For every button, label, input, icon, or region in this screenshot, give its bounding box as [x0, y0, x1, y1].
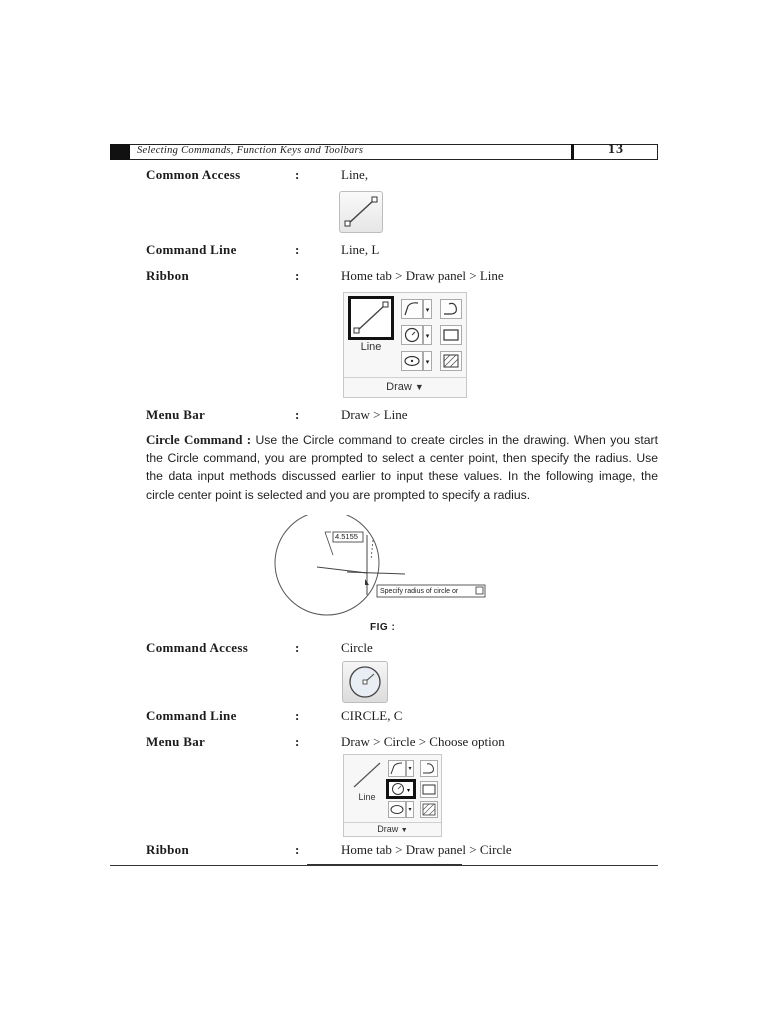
menu-bar-value: Draw > Circle > Choose option: [341, 734, 505, 749]
colon: :: [295, 640, 300, 655]
chevron-down-icon: ▾: [423, 299, 432, 319]
command-access-value: Circle: [341, 640, 373, 655]
circle-icon: [401, 325, 423, 345]
chevron-down-icon: ▾: [406, 801, 414, 818]
chevron-down-icon: ▾: [423, 351, 432, 371]
rectangle-icon: [440, 325, 462, 345]
ellipse-icon: [388, 801, 406, 818]
figure-caption: FIG :: [370, 622, 396, 633]
circle-radius-figure: [265, 515, 495, 620]
draw-panel-ribbon-small: [343, 754, 442, 837]
ribbon-label: Ribbon: [146, 842, 189, 857]
draw-panel-title: [344, 824, 441, 834]
svg-text:▾: ▾: [407, 787, 411, 794]
draw-panel-ribbon: [343, 292, 467, 398]
panel-divider: [344, 377, 466, 378]
line-large-icon: [350, 759, 384, 791]
circle-command-body: Use the Circle command to create circles in the drawing. When you start the Circle command, you are prompted to select a center point, then specify the radius. Use the data input methods discussed earlier to input these values. In the following image, the circle center point is selected and you are prompted to specify a radius.: [146, 433, 658, 502]
command-line-label: Command Line: [146, 242, 237, 257]
rectangle-icon: [420, 781, 438, 798]
common-access-label: Common Access: [146, 167, 241, 182]
command-access-label: Command Access: [146, 640, 249, 655]
circle-button-highlighted: [386, 779, 416, 799]
panel-divider: [344, 822, 441, 823]
page-number: 13: [608, 142, 624, 157]
ribbon-label: Ribbon: [146, 268, 189, 283]
line-button-label: Line: [358, 792, 376, 802]
colon: :: [295, 734, 300, 749]
polyline-icon: [401, 299, 423, 319]
circle-tool-icon: [342, 661, 388, 703]
spline-icon: [440, 299, 462, 319]
colon: :: [295, 242, 300, 257]
menu-bar-label: Menu Bar: [146, 734, 206, 749]
hatch-icon: [440, 351, 462, 371]
running-header-block: [110, 144, 130, 160]
chevron-down-icon: ▼: [414, 382, 424, 392]
colon: :: [295, 708, 300, 723]
chevron-down-icon: ▾: [406, 760, 414, 777]
menu-bar-label: Menu Bar: [146, 407, 206, 422]
line-button-label: Line: [360, 341, 382, 353]
command-line-value: Line, L: [341, 242, 380, 257]
draw-panel-label: Draw: [386, 381, 412, 393]
hatch-icon: [420, 801, 438, 818]
colon: :: [295, 407, 300, 422]
draw-panel-title: [344, 381, 466, 393]
colon: :: [295, 268, 300, 283]
circle-command-paragraph: [146, 431, 658, 504]
colon: :: [295, 842, 300, 857]
spline-icon: [420, 760, 438, 777]
running-header-title: Selecting Commands, Function Keys and Toolbars: [137, 145, 364, 156]
line-tool-icon: [339, 191, 383, 233]
polyline-icon: [388, 760, 406, 777]
chevron-down-icon: ▼: [400, 827, 408, 834]
circle-command-heading: Circle Command :: [146, 432, 252, 447]
chevron-down-icon: ▾: [423, 325, 432, 345]
line-large-button: [348, 296, 394, 340]
dimension-value: 4.5155: [335, 532, 358, 541]
command-line-value: CIRCLE, C: [341, 708, 403, 723]
draw-panel-label: Draw: [377, 824, 399, 834]
command-line-label: Command Line: [146, 708, 237, 723]
ribbon-value: Home tab > Draw panel > Line: [341, 268, 504, 283]
ribbon-value: Home tab > Draw panel > Circle: [341, 842, 512, 857]
ellipse-icon: [401, 351, 423, 371]
colon: :: [295, 167, 300, 182]
menu-bar-value: Draw > Line: [341, 407, 408, 422]
footer-rule-accent: [307, 864, 462, 866]
common-access-value: Line,: [341, 167, 369, 182]
radius-tooltip: Specify radius of circle or: [380, 588, 459, 595]
